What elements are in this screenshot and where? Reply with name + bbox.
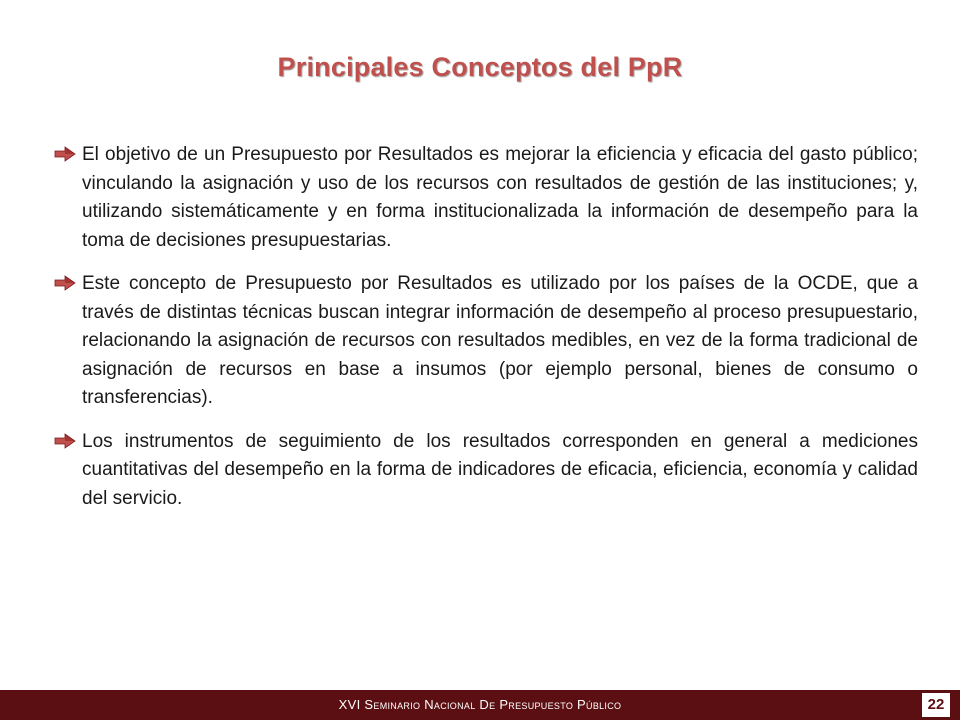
page-number: 22 [922, 693, 950, 717]
red-arrow-icon [54, 146, 76, 162]
bullet-item [48, 141, 918, 255]
bullet-text: Este concepto de Presupuesto por Resultados es utilizado por los países de la OCDE, que a través de distintas técnicas buscan integrar información de desempeño al proceso presupuestario, relacionando la asignación de recursos con resultados medibles, en vez de la forma tradicional de asignación de recursos en base a insumos (por ejemplo personal, bienes de consumo o transferencias). [82, 273, 918, 408]
footer-text: XVI Seminario Nacional De Presupuesto Público [338, 697, 622, 712]
red-arrow-icon [54, 433, 76, 449]
footer-bar [0, 690, 960, 720]
bullet-text: Los instrumentos de seguimiento de los resultados corresponden en general a mediciones cuantitativas del desempeño en la forma de indicadores de eficacia, eficiencia, economía y calidad del servicio. [82, 430, 918, 509]
bullet-list [48, 141, 918, 528]
bullet-item [48, 428, 918, 514]
red-arrow-icon [54, 275, 76, 291]
slide-title: Principales Conceptos del PpR [277, 52, 683, 82]
bullet-text: El objetivo de un Presupuesto por Resultados es mejorar la eficiencia y eficacia del gasto público; vinculando la asignación y uso de los recursos con resultados de gestión de las instituciones; y, utilizando sistemáticamente y en forma institucionalizada la información de desempeño para la toma de decisiones presupuestarias. [82, 144, 918, 251]
bullet-item [48, 270, 918, 413]
